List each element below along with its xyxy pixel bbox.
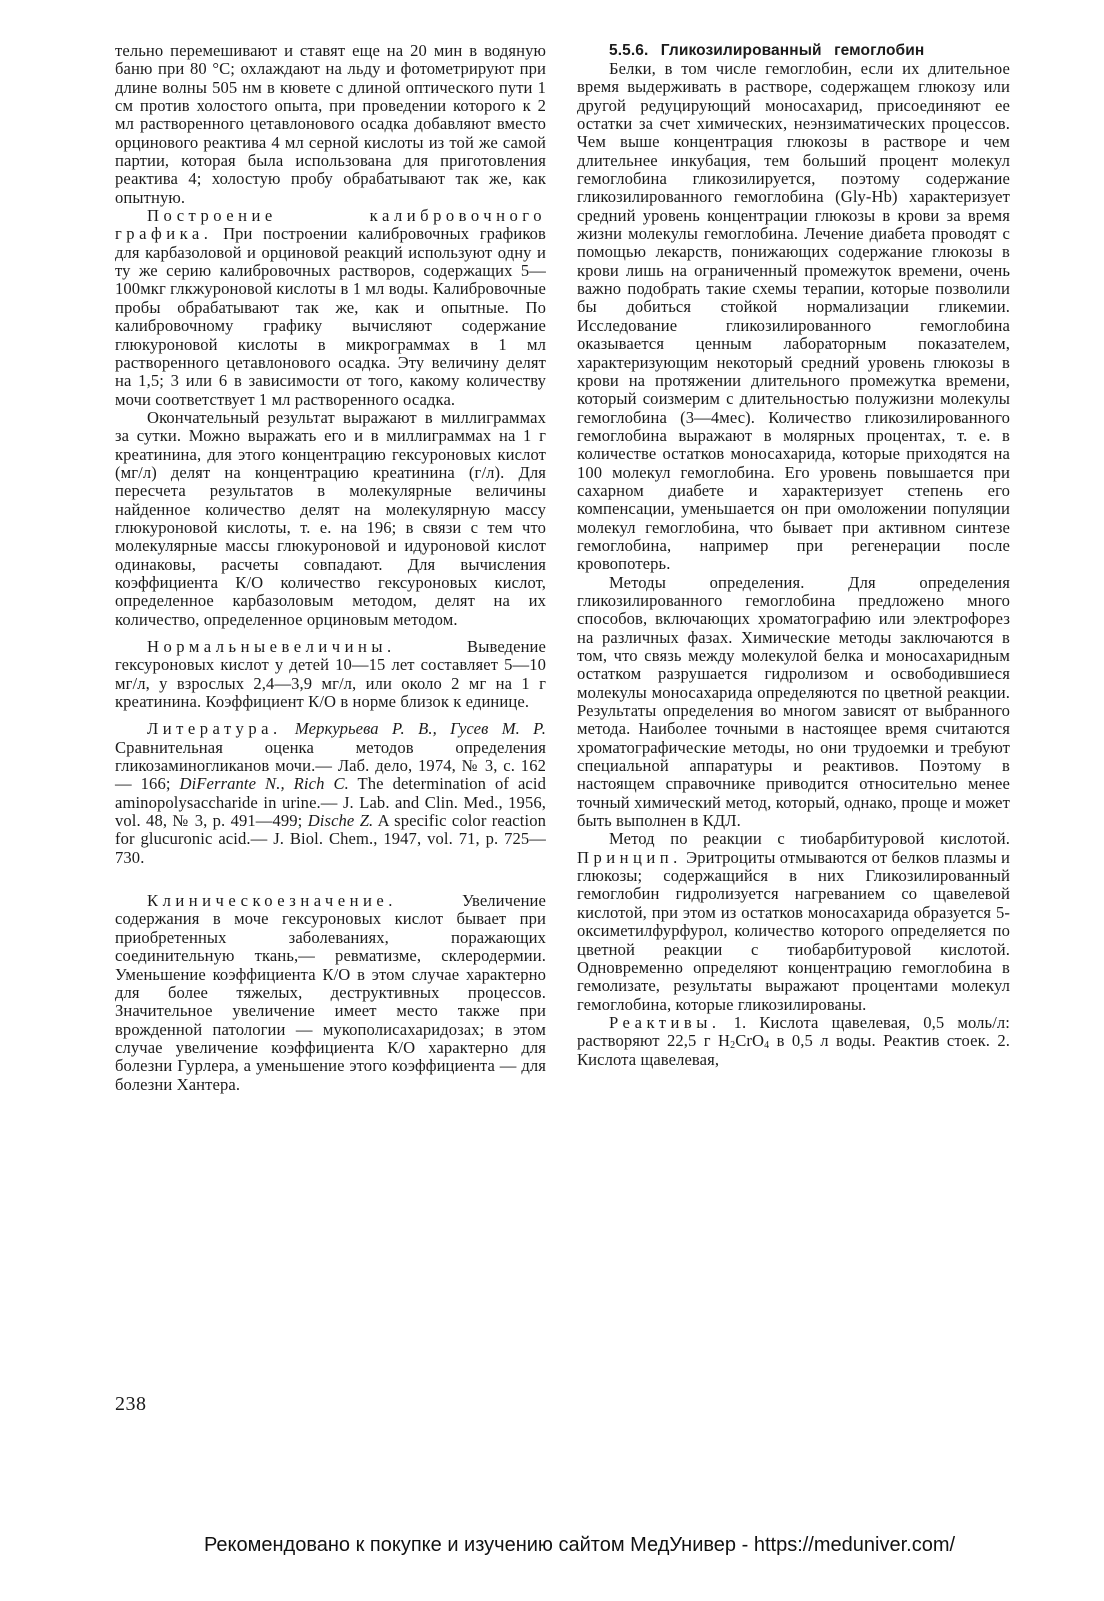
section-lead-normal-values: Нормальныевеличины. (147, 637, 396, 656)
reagents-text-a: 1. Кислота щавелевая, 0,5 моль/л: растворяют 22,5 г H (577, 1012, 1010, 1051)
section-lead-reagents: Реактивы. (609, 1012, 721, 1032)
paragraph-tba-method (577, 830, 1010, 1013)
paragraph-final-result: Окончательный результат выражают в миллиграммах за сутки. Можно выражать его и в миллиграммах на 1 г креатинина, для этого концентрацию гексуроновых кислот (мг/л) делят на концентрацию креатинина (г/л). Для пересчета результатов в молекулярные величины найденное количество делят на молекулярную массу глюкуроновой кислоты, т. е. на 196; в связи с тем что молекулярные массы глюкуроновой и идуроновой кислот одинаковы, расчеты совпадают. Для вычисления коэффициента К/О количество гексуроновых кислот, определенное карбазоловым методом, делят на их количество, определенное орциновым методом. (115, 407, 546, 629)
section-heading: 5.5.6. Гликозилированный гемоглобин (609, 42, 925, 59)
formula-subscript-2: 4 (764, 1040, 770, 1052)
literature-ref-1: Сравнительная оценка методов определения гликозаминогликанов мочи.— Лаб. дело, 1974, № 3, с. 162— 166; (115, 737, 546, 794)
footer-link[interactable]: https://meduniver.com/ (753, 1534, 956, 1556)
literature-author-2: DiFerrante N., Rich C. (179, 774, 349, 794)
formula-subscript-1: 2 (730, 1040, 736, 1052)
literature-ref-2: The determination of acid aminopolysaccharide in urine.— J. Lab. and Clin. Med., 1956, vol. 48, № 3, p. 491—499; (115, 774, 547, 831)
paragraph-methods: Методы определения. Для определения гликозилированного гемоглобина предложено много способов, включающих хроматографию или электрофорез на различных фазах. Химические методы заключаются в том, что связь между молекулой белка и моносахаридным остатком разрушается гидролизом и освободившиеся молекулы моносахарида определяются по цветной реакции. Результаты определения во многом зависят от выбранного метода. Наиболее точными в настоящее время считаются хроматографические методы, но они трудоемки и требуют специальной аппаратуры и реактивов. Поэтому в настоящем справочнике приводится относительно менее точный химический метод, который, однако, проще и может быть выполнен в КДЛ. (577, 572, 1010, 831)
literature-author-1: Меркурьева Р. В., Гусев М. Р. (294, 719, 546, 739)
clinical-text: Увеличение содержания в моче гексуроновых кислот бывает при приобретенных заболеваниях, поражающих соединительную ткань,— ревматизме, склеродермии. Уменьшение коэффициента К/О в этом случае характерно для более тяжелых, деструктивных процессов. Значительное увеличение имеет место также при врожденной патологии — мукополисахаридозах; в этом случае увеличение коэффициента К/О характерно для болезни Гурлера, а уменьшение этого коэффициента — для болезни Хантера. (115, 891, 546, 1094)
reagents-text-c: в 0,5 л воды. Реактив стоек. 2. Кислота щавелевая, (577, 1031, 1010, 1069)
paragraph-calibration-graph (115, 207, 546, 409)
paragraph-normal-values (115, 638, 546, 711)
section-lead-calibration: Построение калибровочного графика. (115, 206, 546, 244)
paragraph-mixing-photometry: тельно перемешивают и ставят еще на 20 мин в водяную баню при 80 °С; охлаждают на льду и фотометрируют при длине волны 505 нм в кювете с длиной оптического пути 1 см против холостого опыта, при проведении которого к 2 мл растворенного цетавлонового осадка добавляют вместо орцинового реактива 4 мл серной кислоты из той же самой партии, которая была использована для приготовления реактива 4; холостую пробу обрабатывают так же, как опытную. (115, 41, 546, 207)
left-column (115, 42, 546, 1094)
paragraph-literature (115, 720, 546, 867)
calibration-text: При построении калибровочных графиков для карбазоловой и орциновой реакций используют одну и ту же серию калибровочных растворов, содержащих 5—100мкг глкжуроновой кислоты в 1 мл воды. Калибровочные пробы обрабатывают так же, как и опытные. По калибровочному графику вычисляют содержание глюкуроновой кислоты в микрограммах в 1 мл растворенного цетавлонового осадка. Эту величину делят на 1,5; 3 или 6 в зависимости от того, какому количеству мочи соответствует 1 мл растворенного осадка. (115, 224, 546, 409)
page-number: 238 (115, 1393, 147, 1415)
tba-method-title: Метод по реакции с тиобарбитуровой кислотой. (609, 829, 1010, 849)
footer-recommendation (0, 1534, 1104, 1557)
reagents-text-b: CrO (735, 1031, 765, 1051)
right-column (577, 42, 1010, 1069)
paragraph-reagents (577, 1014, 1010, 1069)
paragraph-glycated-intro: Белки, в том числе гемоглобин, если их длительное время выдерживать в растворе, содержащем глюкозу или другой редуцирующий моносахарид, присоединяют ее остатки за счет химических, неэнзиматических процессов. Чем выше концентрация глюкозы в растворе и чем длительнее инкубация, тем больший процент молекул гемоглобина гликозилируется, поэтому содержание гликозилированного гемоглобина (Gly-Hb) характеризует средний уровень концентрации глюкозы в крови за время жизни молекулы гемоглобина. Лечение диабета проводят с помощью лекарств, понижающих содержание глюкозы в крови лишь на ограниченный промежуток времени, очень важно подобрать такие схемы терапии, которые позволили бы добиться стойкой нормализации гликемии. Исследование гликозилированного гемоглобина оказывается ценным лабораторным показателем, характеризующим некоторый средний уровень глюкозы в крови на протяжении длительного промежутка времени, который соизмерим с длительностью полужизни молекулы гемоглобина (3—4мес). Количество гликозилированного гемоглобина выражают в молярных процентах, т. е. в количестве остатков моносахарида, которые приходятся на 100 молекул гемоглобина. Его уровень повышается при сахарном диабете и характеризует степень его компенсации, уменьшается он при омоложении популяции молекул гемоглобина, что бывает при активном синтезе гемоглобина, например при регенерации после кровопотерь. (577, 59, 1010, 574)
principle-text: Эритроциты отмываются от белков плазмы и глюкозы; содержащийся в них Гликозилированный гемоглобин гидролизуется нагреванием со щавелевой кислотой, при этом из остатков моносахарида образуется 5-оксиметилфурфурол, количество которого определяется по цветной реакции с тиобарбитуровой кислотой. Одновременно определяют концентрацию гемоглобина в гемолизате, результаты выражают процентами молекул гемоглобина, которые гликозилированы. (577, 847, 1010, 1014)
section-lead-clinical: Клиническоезначение. (147, 891, 397, 911)
section-lead-literature: Литература. (147, 719, 282, 739)
section-lead-principle: Принцип. (577, 847, 682, 867)
literature-author-3: Dische Z. (307, 811, 374, 831)
literature-ref-3: A specific color reaction for glucuronic acid.— J. Biol. Chem., 1947, vol. 71, p. 725—730. (115, 811, 546, 867)
normal-values-text: Выведение гексуроновых кислот у детей 10—15 лет составляет 5—10 мг/л, у взрослых 2,4—3,9 мг/л, или около 2 мг на 1 г креатинина. Коэффициент К/О в норме близок к единице. (115, 637, 546, 712)
footer-text: Рекомендовано к покупке и изучению сайтом МедУнивер - (203, 1534, 754, 1556)
paragraph-clinical-significance (115, 892, 546, 1094)
